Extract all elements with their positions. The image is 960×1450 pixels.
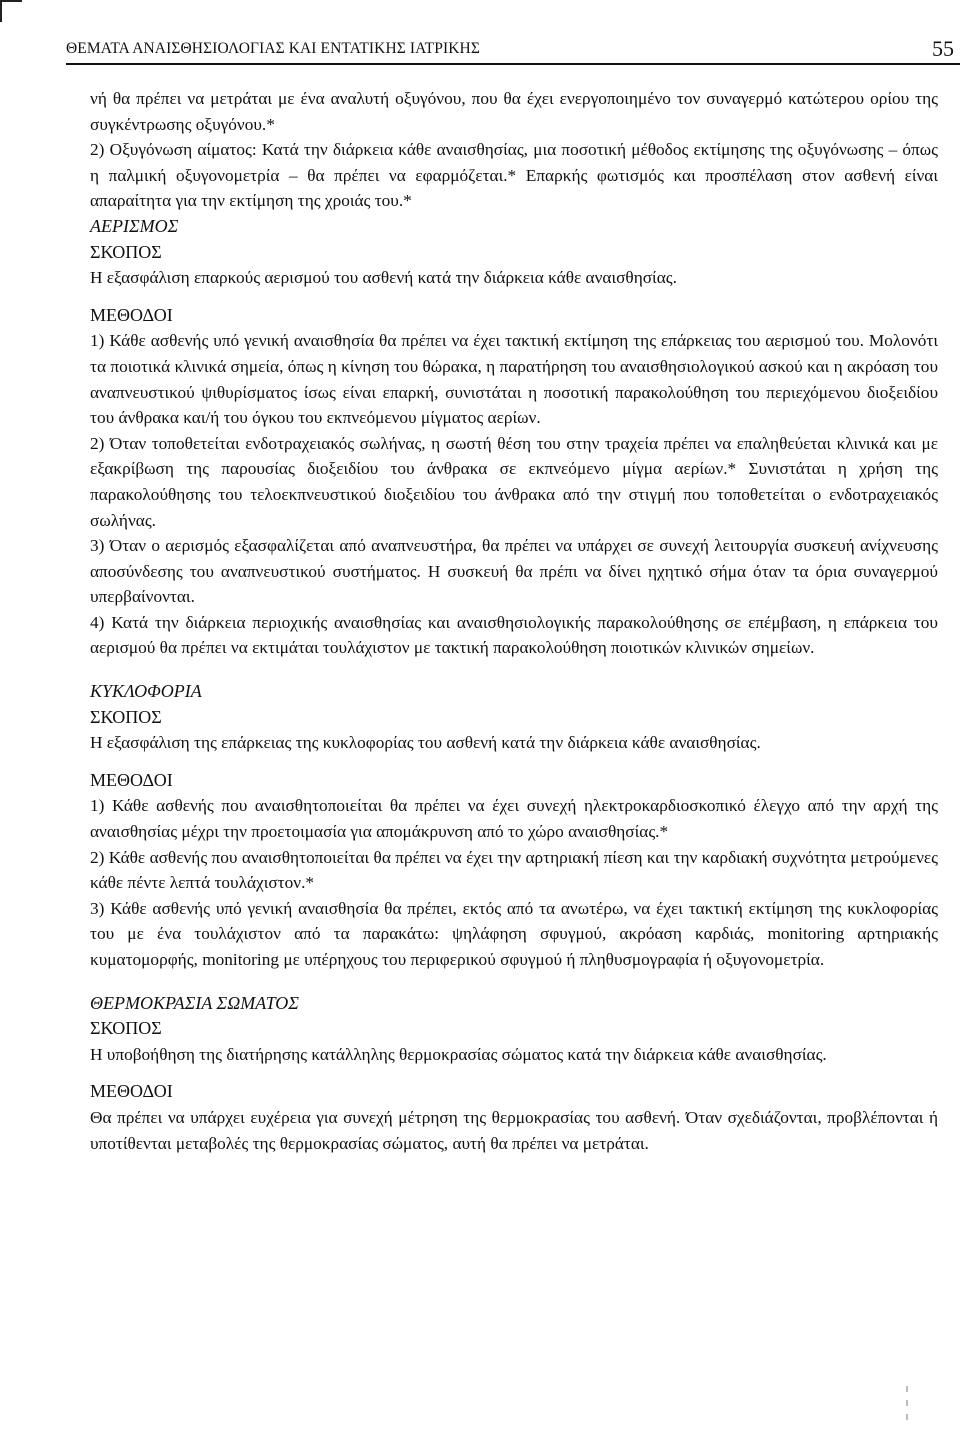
method-item: 2) Όταν τοποθετείται ενδοτραχειακός σωλήνας, η σωστή θέση του στην τραχεία πρέπει να επαληθεύεται κλινικά και με εξακρίβωση της παρουσίας διοξειδίου του άνθρακα σε εκπνεόμενο μίγμα αερίων.* Συνιστάται η χρήση της παρακολούθησης του τελοεκπνευστικού διοξειδίου του άνθρακα από την στιγμή που τοποθετείται ο ενδοτραχειακός σωλήνας. (90, 433, 938, 530)
methods-heading: ΜΕΘΟΔΟΙ (90, 769, 173, 790)
page-body (90, 86, 938, 1156)
intro-paragraph: νή θα πρέπει να μετράται με ένα αναλυτή οξυγόνου, που θα έχει ενεργοποιημένο τον συναγερμό κατώτερου ορίου της συγκέντρωσης οξυγόνου.* (90, 89, 938, 134)
method-item: 1) Κάθε ασθενής που αναισθητοποιείται θα πρέπει να έχει συνεχή ηλεκτροκαρδιοσκοπικό έλεγχο από την αρχή της αναισθησίας μέχρι την προετοιμασία για απομάκρυνση από το χώρο αναισθησίας.* (90, 796, 938, 842)
section-title-kykloforia: ΚΥΚΛΟΦΟΡΙΑ (90, 681, 202, 702)
intro-paragraph: 2) Οξυγόνωση αίματος: Κατά την διάρκεια κάθε αναισθησίας, μια ποσοτική μέθοδος εκτίμησης της οξυγόνωσης – όπως η παλμική οξυγονομετρία – θα πρέπει να εφαρμόζεται.* Επαρκής φωτισμός και προσπέλαση στον ασθενή είναι απαραίτητα για την εκτίμηση της χροιάς του.* (90, 140, 938, 211)
header-title: ΘΕΜΑΤΑ ΑΝΑΙΣΘΗΣΙΟΛΟΓΙΑΣ ΚΑΙ ΕΝΤΑΤΙΚΗΣ ΙΑΤΡΙΚΗΣ (66, 40, 480, 57)
running-header (66, 36, 960, 68)
methods-text: Θα πρέπει να υπάρχει ευχέρεια για συνεχή μέτρηση της θερμοκρασίας του ασθενή. Όταν σχεδιάζονται, προβλέπονται ή υποτίθενται μεταβολές της θερμοκρασίας σώματος, αυτή θα πρέπει να μετράται. (90, 1107, 938, 1153)
goal-text: Η υποβοήθηση της διατήρησης κατάλληλης θερμοκρασίας σώματος κατά την διάρκεια κάθε αναισθησίας. (90, 1044, 827, 1064)
methods-heading: ΜΕΘΟΔΟΙ (90, 1081, 173, 1102)
section-title-aerismos: ΑΕΡΙΣΜΟΣ (90, 215, 179, 236)
method-item: 4) Κατά την διάρκεια περιοχικής αναισθησίας και αναισθησιολογικής παρακολούθησης σε επέμβαση, η επάρκεια του αερισμού θα πρέπει να εκτιμάται τουλάχιστον με τακτική παρακολούθηση ποιοτικών κλινικών σημείων. (90, 612, 938, 658)
goal-heading: ΣΚΟΠΟΣ (90, 706, 162, 727)
method-item: 1) Κάθε ασθενής υπό γενική αναισθησία θα πρέπει να έχει τακτική εκτίμηση της επάρκειας του αερισμού του. Μολονότι τα ποιοτικά κλινικά σημεία, όπως η κίνηση του θώρακα, η παρατήρηση του αναισθησιολογικού ασκού και η ακρόαση του αναπνευστικού ψιθυρίσματος ίσως είναι επαρκή, συνιστάται η ποσοτική παρακολούθηση του περιεχόμενου διοξειδίου του άνθρακα και/ή του όγκου του εκπνεόμενου μίγματος αερίων. (90, 331, 938, 428)
method-item: 3) Κάθε ασθενής υπό γενική αναισθησία θα πρέπει, εκτός από τα ανωτέρω, να έχει τακτική εκτίμηση της κυκλοφορίας του με ένα τουλάχιστον από τα παρακάτω: ψηλάφηση σφυγμού, ακρόαση καρδιάς, monitoring αρτηριακής κυματομορφής, monitoring με υπέρηχους του περιφερικού σφυγμού ή πληθυσμογραφία ή οξυγονομετρία. (90, 898, 938, 969)
method-item: 3) Όταν ο αερισμός εξασφαλίζεται από αναπνευστήρα, θα πρέπει να υπάρχει σε συνεχή λειτουργία συσκευή ανίχνευσης αποσύνδεσης του αναπνευστικού συστήματος. Η συσκευή θα πρέπι να δίνει ηχητικό σήμα όταν τα όρια συναγερμού υπερβαίνονται. (90, 536, 938, 607)
section-title-thermokrasia: ΘΕΡΜΟΚΡΑΣΙΑ ΣΩΜΑΤΟΣ (90, 992, 299, 1013)
goal-text: Η εξασφάλιση της επάρκειας της κυκλοφορίας του ασθενή κατά την διάρκεια κάθε αναισθησίας. (90, 733, 761, 753)
scan-marks (906, 1386, 910, 1436)
goal-heading: ΣΚΟΠΟΣ (90, 241, 162, 262)
page-corner-mark (0, 0, 2, 22)
header-rule (66, 63, 960, 65)
page-corner-mark (0, 0, 22, 2)
goal-text: Η εξασφάλιση επαρκούς αερισμού του ασθενή κατά την διάρκεια κάθε αναισθησίας. (90, 268, 677, 288)
goal-heading: ΣΚΟΠΟΣ (90, 1018, 162, 1039)
methods-heading: ΜΕΘΟΔΟΙ (90, 304, 173, 325)
method-item: 2) Κάθε ασθενής που αναισθητοποιείται θα πρέπει να έχει την αρτηριακή πίεση και την καρδιακή συχνότητα μετρούμενες κάθε πέντε λεπτά τουλάχιστον.* (90, 847, 938, 893)
page-number: 55 (932, 36, 954, 61)
